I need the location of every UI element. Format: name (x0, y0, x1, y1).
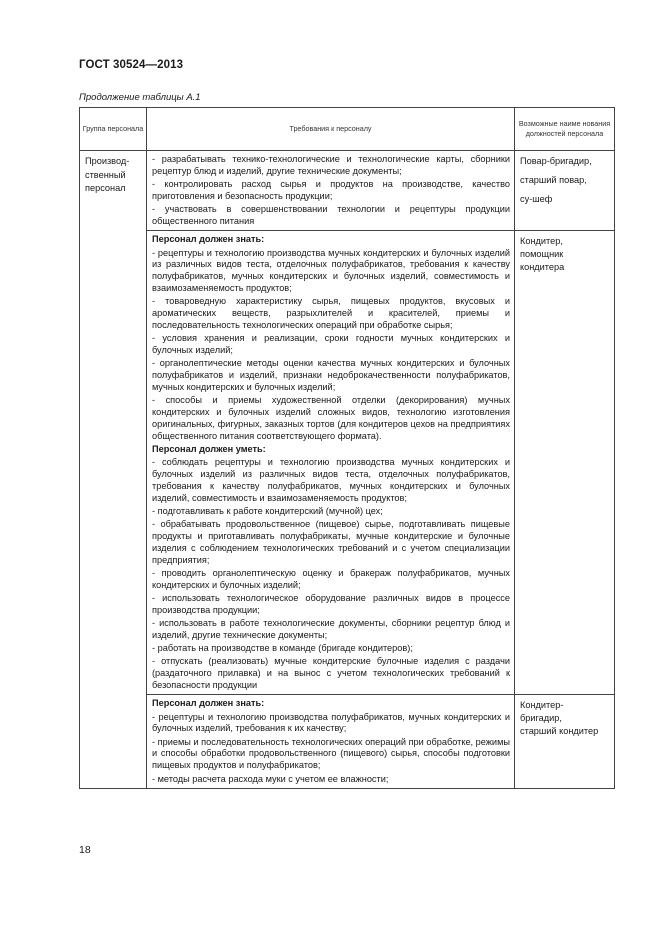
positions-cell (515, 231, 615, 695)
position-title: кондитера (520, 262, 565, 273)
document-header: ГОСТ 30524—2013 (79, 59, 184, 71)
position-title: старший кондитер (520, 726, 599, 737)
requirement-item: - рецептуры и технологию производства полуфабрикатов, мучных кондитерских и булочных изделий, требования к их качеству; (152, 711, 510, 734)
requirement-item: - условия хранения и реализации, сроки годности мучных кондитерских и булочных изделий; (152, 333, 510, 355)
requirements-cell (147, 695, 515, 789)
requirement-item: - отпускать (реализовать) мучные кондитерские булочные изделия с раздачи (раздаточного прилавка) и на вынос с учетом технологических требований к безопасности продукции (152, 656, 510, 690)
position-title: су-шеф (520, 194, 553, 204)
requirement-item: - подготавливать к работе кондитерский (мучной) цех; (152, 505, 383, 516)
table-body (80, 151, 615, 789)
requirement-item: - контролировать расход сырья и продуктов на производстве, качество приготовления и безопасность продукции; (152, 179, 510, 201)
requirement-item: - работать на производстве в команде (бригаде кондитеров); (152, 643, 413, 654)
position-title: помощник (520, 249, 564, 260)
positions-cell (515, 695, 615, 789)
table-caption: Продолжение таблицы А.1 (79, 92, 201, 103)
requirement-item: - соблюдать рецептуры и технологию производства мучных кондитерских и булочных изделий из различных видов теста, отделочных полуфабрикатов, требования к качеству полуфабрикатов, мучных кондитерских и булочных изделий, совместимость и взаимозаменяемость продуктов; (152, 457, 510, 503)
requirement-item: - органолептические методы оценки качества мучных кондитерских и булочных полуфабрикатов и изделий, признаки недоброкачественности полуфабрикатов, мучных кондитерских и булочных изделий; (152, 358, 510, 392)
requirement-item: - приемы и последовательность технологических операций при обработке, режимы и способы обработки продовольственного (пищевого) сырья, способы подготовки пищевых продуктов и полуфабрикатов; (152, 736, 510, 771)
position-title: старший повар, (520, 175, 587, 185)
position-title: Кондитер, (520, 236, 563, 247)
table-row (80, 151, 615, 231)
requirement-item: - проводить органолептическую оценку и бракераж полуфабрикатов, мучных кондитерских и булочных изделий; (152, 567, 510, 590)
requirements-subheading: Персонал должен знать: (152, 234, 265, 245)
column-header-requirements: Требования к персоналу (147, 108, 515, 151)
requirements-subheading: Персонал должен знать: (152, 698, 265, 709)
table-row (80, 231, 615, 695)
positions-cell (515, 151, 615, 231)
position-title: Повар-бригадир, (520, 156, 592, 166)
requirement-item: - разрабатывать технико-технологические и технологические карты, сборники рецептур блюд и изделий, другие технические документы; (152, 154, 510, 176)
table-row (80, 695, 615, 789)
requirement-item: - рецептуры и технологию производства мучных кондитерских и булочных изделий из различных видов теста, отделочных полуфабрикатов, требования к качеству полуфабрикатов, мучных кондитерских и булочных изделий, совместимость и взаимозаменяемость продуктов; (152, 247, 510, 293)
requirement-item: - обрабатывать продовольственное (пищевое) сырье, подготавливать пищевые продукты и приготавливать полуфабрикаты, мучные кондитерские и булочные изделия с соблюдением технологических требований и с учетом специализации предприятия; (152, 519, 510, 565)
requirements-subheading: Персонал должен уметь: (152, 443, 266, 454)
table-header-row (80, 108, 615, 151)
requirement-item: - использовать в работе технологические документы, сборники рецептур блюд и изделий, другие технические документы; (152, 617, 510, 640)
page-number: 18 (79, 844, 91, 856)
requirement-item: - участвовать в совершенствовании технологии и рецептуры продукции общественного питания (152, 204, 510, 226)
position-title: Кондитер- (520, 700, 564, 711)
requirement-item: - товароведную характеристику сырья, пищевых продуктов, вкусовых и ароматических веществ, разрыхлителей и красителей, приемы и последовательность технологических операций при обработке сырья; (152, 296, 510, 330)
requirement-item: - методы расчета расхода муки с учетом ее влажности; (152, 773, 389, 784)
column-header-group: Группа персонала (80, 108, 147, 151)
requirements-table (79, 107, 615, 789)
personnel-group-cell: Производ-ственный персонал (80, 151, 147, 789)
requirements-cell (147, 231, 515, 695)
requirement-item: - способы и приемы художественной отделки (декорирования) мучных кондитерских и булочных изделий сложных видов, технологию изготовления оригинальных, фигурных, заказных тортов (для кондитеров цехов на предприятиях общественного питания соответствующего формата). (152, 395, 510, 441)
requirements-cell (147, 151, 515, 231)
column-header-positions: Возможные наиме нования должностей персонала (515, 108, 615, 151)
position-title: бригадир, (520, 713, 562, 724)
requirement-item: - использовать технологическое оборудование различных видов в процессе производства продукции; (152, 592, 510, 615)
